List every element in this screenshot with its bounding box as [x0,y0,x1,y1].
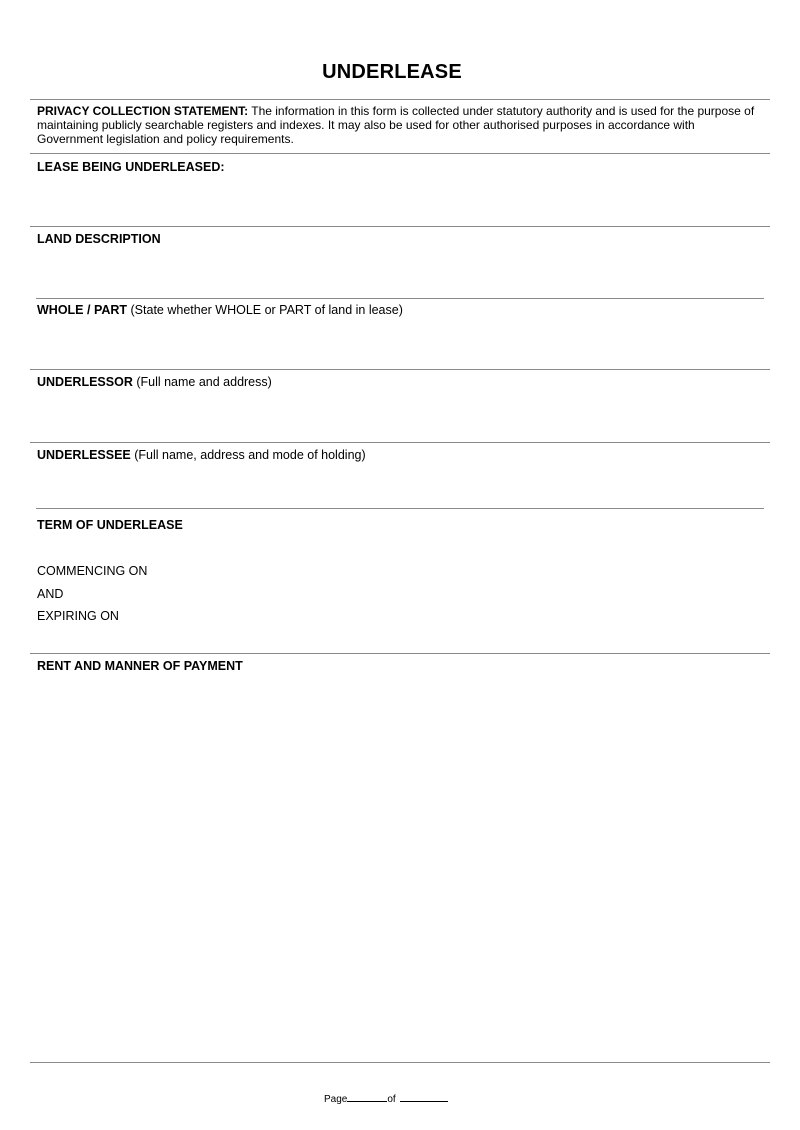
land-description-label: LAND DESCRIPTION [37,232,161,246]
divider [30,369,770,370]
lease-being-underleased-label: LEASE BEING UNDERLEASED: [37,160,225,174]
page-number-blank[interactable] [347,1092,387,1102]
commencing-on-label: COMMENCING ON [37,564,148,578]
and-label: AND [37,587,64,601]
privacy-label: PRIVACY COLLECTION STATEMENT: [37,104,249,118]
privacy-statement [37,104,762,146]
divider [36,298,764,299]
privacy-text: The information in this form is collected under statutory authority and is used for the purpose of maintaining publicly searchable registers and indexes. It may also be used for other authorised purposes in accordance with Government legislation and policy requirements. [37,104,755,146]
divider [30,653,770,654]
page-footer [324,1092,448,1106]
page-total-blank[interactable] [400,1092,448,1102]
underlessor-label: UNDERLESSOR (Full name and address) [37,375,272,389]
underlessee-hint: (Full name, address and mode of holding) [130,448,366,462]
divider [36,508,764,509]
document-title: UNDERLEASE [322,61,462,83]
divider [30,99,770,100]
of-label: of [387,1094,396,1105]
expiring-on-label: EXPIRING ON [37,609,119,623]
whole-part-hint: (State whether WHOLE or PART of land in lease) [127,303,403,317]
underlessor-hint: (Full name and address) [132,375,272,389]
divider [30,153,770,154]
divider [30,442,770,443]
page-label: Page [324,1094,348,1105]
term-of-underlease-label: TERM OF UNDERLEASE [37,518,183,532]
divider [30,226,770,227]
whole-part-label: WHOLE / PART (State whether WHOLE or PART of land in lease) [37,303,403,317]
underlessee-label: UNDERLESSEE (Full name, address and mode of holding) [37,448,366,462]
rent-and-manner-of-payment-label: RENT AND MANNER OF PAYMENT [37,659,243,673]
divider [30,1062,770,1063]
